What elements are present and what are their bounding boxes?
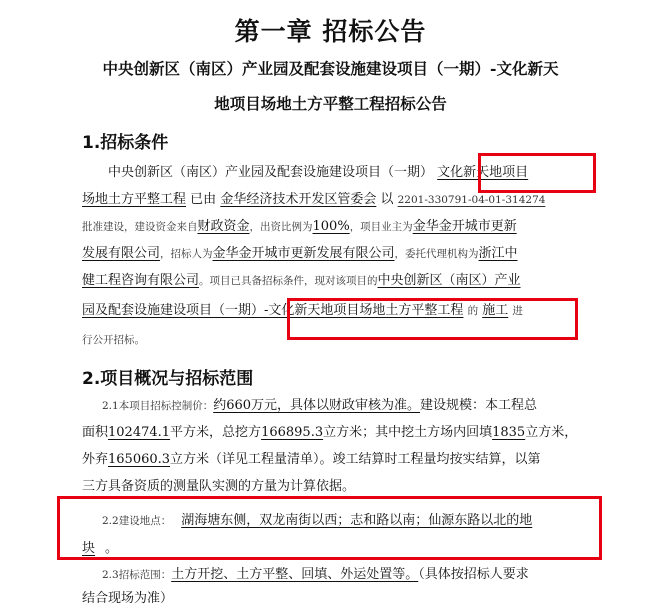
paragraph-line: 中央创新区（南区）产业园及配套设施建设项目（一期） 文化新天地项目 xyxy=(108,165,529,180)
paragraph-line: 健工程咨询有限公司。项目已具备招标条件，现对该项目的中央创新区（南区）产业 xyxy=(82,273,521,288)
paragraph-line: 面积102474.1平方米，总挖方166895.3立方米；其中挖土方场内回填1835立方米， xyxy=(82,425,578,440)
bidding-scope-line: 结合现场为准） xyxy=(82,591,174,606)
paragraph-line: 场地土方平整工程 已由 金华经济技术开发区管委会 以 2201-330791-04-01-314274 xyxy=(82,192,546,207)
highlight-box xyxy=(287,298,578,340)
paragraph-line: 发展有限公司，招标人为金华金开城市更新发展有限公司，委托代理机构为浙江中 xyxy=(82,246,518,261)
paragraph-line: 批准建设，建设资金来自财政资金，出资比例为100%，项目业主为金华金开城市更新 xyxy=(82,219,517,234)
chapter-title: 第一章 招标公告 xyxy=(234,17,427,46)
paragraph-line: 外弃165060.3立方米（详见工程量清单）。竣工结算时工程量均按实结算，以第 xyxy=(82,452,541,467)
bidding-scope-line: 2.3招标范围：土方开挖、土方平整、回填、外运处置等。（具体按招标人要求 xyxy=(102,567,529,582)
paragraph-line: 三方具备资质的测量队实测的方量为计算依据。 xyxy=(82,479,356,494)
notice-title-line2: 地项目场地土方平整工程招标公告 xyxy=(214,94,447,113)
paragraph-line: 园及配套设施建设项目（一期）-文化新天地项目场地土方平整工程 的 施工 进 xyxy=(82,303,523,318)
construction-location-line: 块 。 xyxy=(82,541,119,556)
highlight-box xyxy=(478,153,596,193)
highlight-box xyxy=(57,496,602,560)
section-heading-project-overview: 2.项目概况与招标范围 xyxy=(82,369,254,389)
section-heading-bidding-conditions: 1.招标条件 xyxy=(82,133,169,153)
notice-title-line1: 中央创新区（南区）产业园及配套设施建设项目（一期）-文化新天 xyxy=(102,59,559,78)
paragraph-line: 2.1本项目招标控制价：约660万元，具体以财政审核为准。建设规模：本工程总 xyxy=(102,398,538,413)
construction-location-line: 2.2建设地点： 湖海塘东侧，双龙南街以西；志和路以南；仙源东路以北的地 xyxy=(102,513,533,528)
paragraph-line: 行公开招标。 xyxy=(82,334,145,346)
